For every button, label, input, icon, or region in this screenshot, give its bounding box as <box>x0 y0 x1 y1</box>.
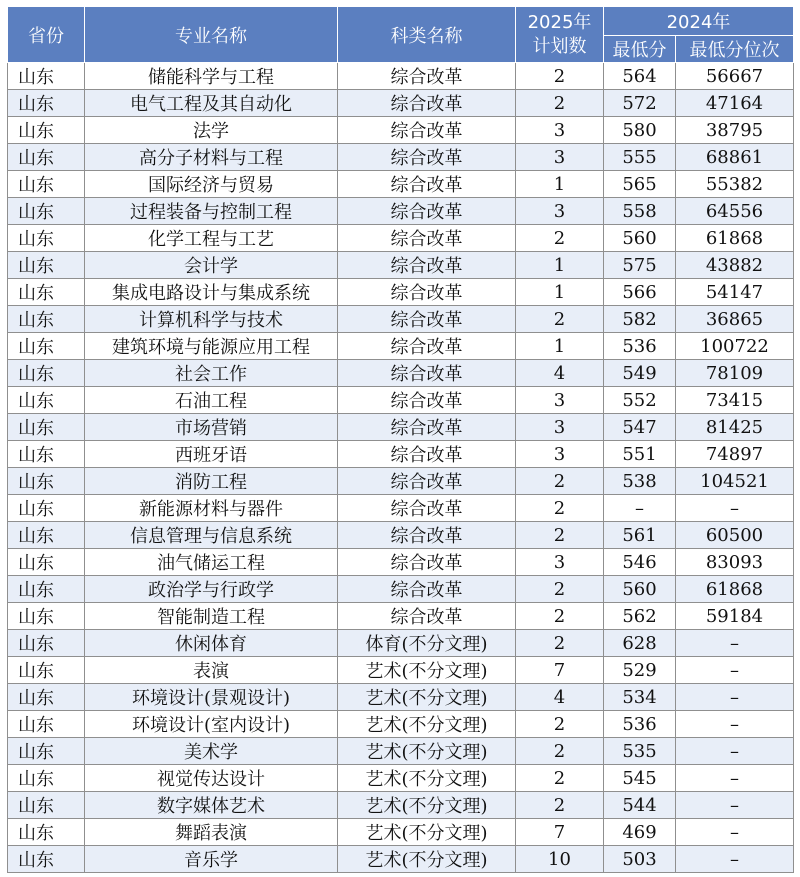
cell-plan: 1 <box>516 171 604 198</box>
cell-major: 休闲体育 <box>85 630 338 657</box>
table-row <box>8 819 794 846</box>
cell-major: 油气储运工程 <box>85 549 338 576</box>
cell-plan: 2 <box>516 495 604 522</box>
header-year-2024: 2024年 <box>604 7 794 36</box>
cell-min-rank: 56667 <box>676 63 794 90</box>
cell-category: 艺术(不分文理) <box>338 846 516 873</box>
cell-min-rank: – <box>676 819 794 846</box>
table-row <box>8 738 794 765</box>
cell-major: 表演 <box>85 657 338 684</box>
cell-min-rank: 81425 <box>676 414 794 441</box>
cell-min-rank: 61868 <box>676 576 794 603</box>
cell-province: 山东 <box>8 738 85 765</box>
cell-plan: 2 <box>516 306 604 333</box>
cell-province: 山东 <box>8 792 85 819</box>
cell-min-score: 551 <box>604 441 676 468</box>
cell-major: 国际经济与贸易 <box>85 171 338 198</box>
cell-min-rank: – <box>676 846 794 873</box>
cell-plan: 7 <box>516 657 604 684</box>
cell-category: 综合改革 <box>338 603 516 630</box>
table-row <box>8 414 794 441</box>
cell-major: 视觉传达设计 <box>85 765 338 792</box>
cell-major: 舞蹈表演 <box>85 819 338 846</box>
cell-min-rank: 100722 <box>676 333 794 360</box>
table-row <box>8 684 794 711</box>
table-row <box>8 117 794 144</box>
table-body <box>8 63 794 873</box>
cell-province: 山东 <box>8 441 85 468</box>
cell-province: 山东 <box>8 198 85 225</box>
cell-province: 山东 <box>8 684 85 711</box>
cell-major: 石油工程 <box>85 387 338 414</box>
cell-major: 化学工程与工艺 <box>85 225 338 252</box>
cell-min-rank: 68861 <box>676 144 794 171</box>
cell-min-rank: 64556 <box>676 198 794 225</box>
cell-min-rank: 73415 <box>676 387 794 414</box>
cell-major: 政治学与行政学 <box>85 576 338 603</box>
table-row <box>8 711 794 738</box>
cell-major: 美术学 <box>85 738 338 765</box>
cell-min-rank: – <box>676 711 794 738</box>
cell-plan: 2 <box>516 468 604 495</box>
cell-major: 高分子材料与工程 <box>85 144 338 171</box>
cell-category: 综合改革 <box>338 306 516 333</box>
cell-min-score: 564 <box>604 63 676 90</box>
cell-plan: 1 <box>516 333 604 360</box>
cell-min-score: 566 <box>604 279 676 306</box>
table-row <box>8 387 794 414</box>
cell-min-score: 503 <box>604 846 676 873</box>
table-header <box>8 7 794 63</box>
cell-plan: 2 <box>516 90 604 117</box>
cell-major: 会计学 <box>85 252 338 279</box>
cell-category: 艺术(不分文理) <box>338 684 516 711</box>
cell-major: 新能源材料与器件 <box>85 495 338 522</box>
cell-province: 山东 <box>8 306 85 333</box>
cell-province: 山东 <box>8 549 85 576</box>
cell-province: 山东 <box>8 90 85 117</box>
cell-plan: 7 <box>516 819 604 846</box>
cell-min-rank: 61868 <box>676 225 794 252</box>
cell-province: 山东 <box>8 846 85 873</box>
header-min-score: 最低分 <box>604 36 676 63</box>
header-plan-count: 计划数 <box>532 35 587 57</box>
cell-province: 山东 <box>8 765 85 792</box>
cell-major: 建筑环境与能源应用工程 <box>85 333 338 360</box>
table-row <box>8 306 794 333</box>
cell-province: 山东 <box>8 171 85 198</box>
cell-min-rank: 43882 <box>676 252 794 279</box>
header-plan-year: 2025年 <box>527 11 592 33</box>
table-row <box>8 657 794 684</box>
cell-category: 综合改革 <box>338 441 516 468</box>
cell-major: 信息管理与信息系统 <box>85 522 338 549</box>
cell-major: 储能科学与工程 <box>85 63 338 90</box>
cell-min-score: 555 <box>604 144 676 171</box>
cell-major: 环境设计(室内设计) <box>85 711 338 738</box>
table-row <box>8 468 794 495</box>
cell-province: 山东 <box>8 468 85 495</box>
table-row <box>8 63 794 90</box>
cell-min-rank: 59184 <box>676 603 794 630</box>
cell-province: 山东 <box>8 603 85 630</box>
cell-min-score: 547 <box>604 414 676 441</box>
cell-min-score: 565 <box>604 171 676 198</box>
cell-province: 山东 <box>8 414 85 441</box>
table-row <box>8 225 794 252</box>
cell-major: 智能制造工程 <box>85 603 338 630</box>
cell-major: 数字媒体艺术 <box>85 792 338 819</box>
cell-min-score: 582 <box>604 306 676 333</box>
cell-category: 综合改革 <box>338 387 516 414</box>
cell-province: 山东 <box>8 576 85 603</box>
cell-min-score: 535 <box>604 738 676 765</box>
cell-category: 艺术(不分文理) <box>338 711 516 738</box>
cell-min-rank: – <box>676 684 794 711</box>
cell-province: 山东 <box>8 819 85 846</box>
table-row <box>8 252 794 279</box>
cell-min-score: 562 <box>604 603 676 630</box>
table-row <box>8 171 794 198</box>
header-category: 科类名称 <box>338 7 516 63</box>
table-row <box>8 630 794 657</box>
cell-category: 综合改革 <box>338 495 516 522</box>
cell-plan: 3 <box>516 198 604 225</box>
table-row <box>8 846 794 873</box>
cell-province: 山东 <box>8 144 85 171</box>
table-row <box>8 360 794 387</box>
cell-min-score: – <box>604 495 676 522</box>
cell-plan: 3 <box>516 441 604 468</box>
cell-min-score: 575 <box>604 252 676 279</box>
cell-min-score: 628 <box>604 630 676 657</box>
table-row <box>8 549 794 576</box>
cell-min-score: 558 <box>604 198 676 225</box>
cell-province: 山东 <box>8 63 85 90</box>
cell-major: 过程装备与控制工程 <box>85 198 338 225</box>
cell-min-rank: 47164 <box>676 90 794 117</box>
cell-major: 法学 <box>85 117 338 144</box>
cell-min-score: 529 <box>604 657 676 684</box>
cell-min-score: 546 <box>604 549 676 576</box>
cell-province: 山东 <box>8 360 85 387</box>
cell-min-score: 560 <box>604 225 676 252</box>
cell-province: 山东 <box>8 630 85 657</box>
cell-category: 艺术(不分文理) <box>338 657 516 684</box>
cell-plan: 10 <box>516 846 604 873</box>
cell-category: 综合改革 <box>338 144 516 171</box>
cell-min-rank: – <box>676 765 794 792</box>
cell-plan: 2 <box>516 522 604 549</box>
table-row <box>8 441 794 468</box>
cell-category: 综合改革 <box>338 522 516 549</box>
cell-min-score: 536 <box>604 333 676 360</box>
cell-province: 山东 <box>8 117 85 144</box>
cell-category: 综合改革 <box>338 279 516 306</box>
cell-category: 综合改革 <box>338 576 516 603</box>
cell-province: 山东 <box>8 495 85 522</box>
cell-category: 综合改革 <box>338 90 516 117</box>
cell-category: 艺术(不分文理) <box>338 819 516 846</box>
cell-category: 综合改革 <box>338 117 516 144</box>
cell-min-rank: 55382 <box>676 171 794 198</box>
table-row <box>8 198 794 225</box>
cell-min-rank: 36865 <box>676 306 794 333</box>
table-row <box>8 144 794 171</box>
cell-min-score: 560 <box>604 576 676 603</box>
cell-plan: 2 <box>516 576 604 603</box>
table-row <box>8 603 794 630</box>
cell-min-rank: 38795 <box>676 117 794 144</box>
cell-plan: 2 <box>516 738 604 765</box>
cell-min-rank: – <box>676 657 794 684</box>
cell-plan: 2 <box>516 225 604 252</box>
table-row <box>8 90 794 117</box>
cell-min-score: 552 <box>604 387 676 414</box>
cell-min-score: 572 <box>604 90 676 117</box>
cell-min-rank: 78109 <box>676 360 794 387</box>
cell-major: 音乐学 <box>85 846 338 873</box>
cell-category: 综合改革 <box>338 333 516 360</box>
cell-major: 计算机科学与技术 <box>85 306 338 333</box>
table-row <box>8 279 794 306</box>
table-row <box>8 765 794 792</box>
cell-plan: 3 <box>516 144 604 171</box>
cell-category: 艺术(不分文理) <box>338 738 516 765</box>
cell-category: 综合改革 <box>338 468 516 495</box>
cell-province: 山东 <box>8 387 85 414</box>
cell-province: 山东 <box>8 711 85 738</box>
cell-plan: 4 <box>516 684 604 711</box>
cell-min-score: 536 <box>604 711 676 738</box>
cell-category: 综合改革 <box>338 171 516 198</box>
cell-min-rank: 104521 <box>676 468 794 495</box>
cell-category: 综合改革 <box>338 414 516 441</box>
cell-province: 山东 <box>8 279 85 306</box>
cell-min-rank: – <box>676 630 794 657</box>
cell-plan: 2 <box>516 603 604 630</box>
cell-min-rank: 74897 <box>676 441 794 468</box>
cell-province: 山东 <box>8 657 85 684</box>
cell-province: 山东 <box>8 225 85 252</box>
table-row <box>8 792 794 819</box>
cell-major: 西班牙语 <box>85 441 338 468</box>
cell-plan: 1 <box>516 252 604 279</box>
cell-category: 综合改革 <box>338 63 516 90</box>
cell-plan: 3 <box>516 387 604 414</box>
cell-category: 综合改革 <box>338 360 516 387</box>
cell-min-score: 544 <box>604 792 676 819</box>
cell-plan: 2 <box>516 792 604 819</box>
cell-min-rank: – <box>676 738 794 765</box>
cell-min-rank: 83093 <box>676 549 794 576</box>
cell-min-score: 561 <box>604 522 676 549</box>
cell-plan: 2 <box>516 711 604 738</box>
cell-province: 山东 <box>8 522 85 549</box>
cell-major: 市场营销 <box>85 414 338 441</box>
header-plan <box>516 7 604 63</box>
cell-category: 综合改革 <box>338 549 516 576</box>
cell-category: 综合改革 <box>338 252 516 279</box>
cell-min-score: 469 <box>604 819 676 846</box>
cell-min-rank: – <box>676 495 794 522</box>
cell-min-score: 549 <box>604 360 676 387</box>
cell-min-score: 538 <box>604 468 676 495</box>
cell-category: 综合改革 <box>338 198 516 225</box>
cell-min-rank: 60500 <box>676 522 794 549</box>
cell-major: 电气工程及其自动化 <box>85 90 338 117</box>
cell-min-score: 545 <box>604 765 676 792</box>
cell-plan: 2 <box>516 630 604 657</box>
cell-plan: 3 <box>516 414 604 441</box>
table-row <box>8 495 794 522</box>
cell-min-rank: – <box>676 792 794 819</box>
cell-province: 山东 <box>8 333 85 360</box>
cell-province: 山东 <box>8 252 85 279</box>
cell-plan: 2 <box>516 765 604 792</box>
cell-category: 艺术(不分文理) <box>338 765 516 792</box>
cell-major: 消防工程 <box>85 468 338 495</box>
cell-category: 综合改革 <box>338 225 516 252</box>
table-row <box>8 333 794 360</box>
cell-category: 体育(不分文理) <box>338 630 516 657</box>
cell-min-score: 580 <box>604 117 676 144</box>
cell-min-rank: 54147 <box>676 279 794 306</box>
table-row <box>8 576 794 603</box>
cell-major: 集成电路设计与集成系统 <box>85 279 338 306</box>
cell-plan: 3 <box>516 117 604 144</box>
cell-plan: 2 <box>516 63 604 90</box>
header-major: 专业名称 <box>85 7 338 63</box>
admission-table <box>7 6 794 873</box>
cell-major: 环境设计(景观设计) <box>85 684 338 711</box>
header-province: 省份 <box>8 7 85 63</box>
cell-category: 艺术(不分文理) <box>338 792 516 819</box>
header-min-rank: 最低分位次 <box>676 36 794 63</box>
cell-plan: 3 <box>516 549 604 576</box>
cell-plan: 1 <box>516 279 604 306</box>
table-row <box>8 522 794 549</box>
cell-plan: 4 <box>516 360 604 387</box>
cell-min-score: 534 <box>604 684 676 711</box>
cell-major: 社会工作 <box>85 360 338 387</box>
